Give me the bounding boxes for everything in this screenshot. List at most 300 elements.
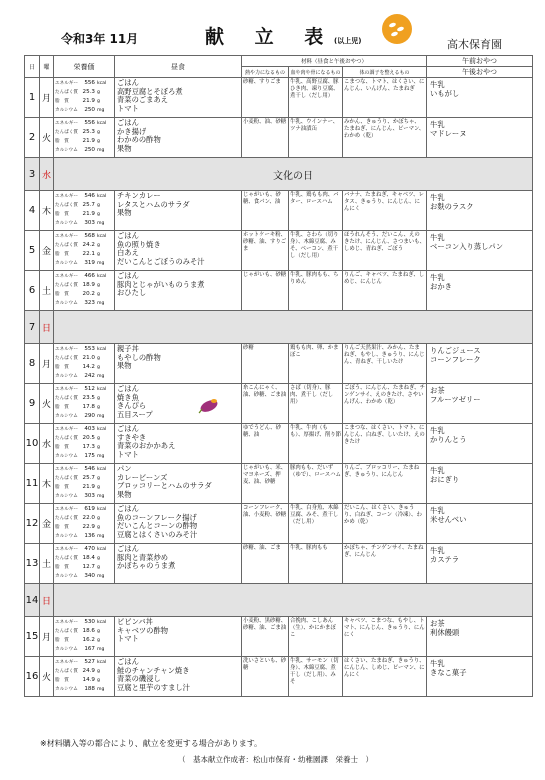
nutrition-line (55, 452, 114, 461)
col-nutrition: 栄養価 (54, 56, 115, 78)
nutrition-label: たんぱく質 (55, 516, 78, 521)
snack-cell (427, 231, 533, 271)
nutrition-unit: g (97, 436, 100, 441)
nutrition-value: 175 (84, 453, 95, 459)
nutrition-line (55, 618, 114, 627)
nutrition-label: カルシウム (55, 221, 78, 226)
snack-pm: カステラ (430, 555, 460, 564)
nutrition-cell (54, 464, 115, 504)
nutrition-label: たんぱく質 (55, 396, 78, 401)
nutrition-cell (54, 424, 115, 464)
menu-row (25, 118, 533, 158)
menu-row (25, 344, 533, 384)
menu-row (25, 78, 533, 118)
ingredients-energy: じゃがいも、砂糖 (242, 271, 289, 311)
lunch-dish: 豚肉とじゃがいものうま煮 (117, 279, 205, 289)
nutrition-label: 脂 質 (55, 212, 69, 217)
nutrition-value: 323 (84, 300, 95, 306)
nutrition-label: カルシウム (55, 148, 78, 153)
nutrition-label: 脂 質 (55, 525, 69, 530)
nutrition-unit: kcal (97, 274, 107, 279)
snack-pm: おにぎり (430, 475, 460, 484)
lunch-dish: 果物 (117, 143, 132, 153)
nutrition-label: カルシウム (55, 494, 78, 499)
nutrition-unit: g (97, 516, 100, 521)
nutrition-line (55, 146, 114, 155)
nutrition-cell (54, 231, 115, 271)
nutrition-label: たんぱく質 (55, 130, 78, 135)
nutrition-unit: g (97, 396, 100, 401)
nutrition-line (55, 372, 114, 381)
nutrition-value: 24.2 (82, 242, 95, 248)
nutrition-line (55, 505, 114, 514)
nutrition-label: カルシウム (55, 414, 78, 419)
nutrition-value: 25.7 (82, 475, 95, 481)
nutrition-unit: mg (97, 374, 105, 379)
page-title: 献 立 表 (205, 26, 336, 48)
nutrition-value: 568 (84, 233, 95, 239)
lunch-dish: ごはん (117, 78, 139, 87)
nutrition-label: エネルギー (55, 547, 78, 552)
day-number: 12 (25, 504, 40, 544)
menu-row (25, 657, 533, 697)
snack-pm: コーンフレーク (430, 355, 481, 364)
nutrition-value: 21.9 (82, 211, 95, 217)
nutrition-unit: g (97, 243, 100, 248)
nutrition-unit: mg (97, 454, 105, 459)
nutrition-unit: g (97, 678, 100, 683)
nutrition-value: 22.9 (82, 524, 95, 530)
col-date: 日 (25, 56, 40, 78)
nutrition-unit: kcal (97, 81, 107, 86)
lunch-dish: ブロッコリーとハムのサラダ (117, 481, 212, 491)
lunch-dish: すきやき (117, 432, 147, 442)
snack-cell (427, 384, 533, 424)
lunch-cell (115, 384, 242, 424)
nutrition-label: カルシウム (55, 261, 78, 266)
lunch-dish: きんぴら (117, 401, 147, 411)
nutrition-value: 14.2 (82, 364, 95, 370)
nutrition-line (55, 272, 114, 281)
nutrition-value: 25.3 (82, 129, 95, 135)
lunch-dish: もやしの酢物 (117, 352, 161, 362)
nutrition-value: 12.7 (82, 564, 95, 570)
snack-pm: フルーツゼリー (430, 395, 481, 404)
nutrition-cell (54, 344, 115, 384)
lunch-dish: 果物 (117, 361, 132, 371)
ingredients-energy: ホットケーキ粉、砂糖、油、すりごま (242, 231, 289, 271)
menu-row (25, 311, 533, 344)
ingredients-regulate: りんご天然果汁、みかん、たまねぎ、もやし、きゅうり、にんじん、青ねぎ、干しいたけ (343, 344, 427, 384)
nutrition-line (55, 545, 114, 554)
nutrition-line (55, 345, 114, 354)
nutrition-label: 脂 質 (55, 565, 69, 570)
lunch-dish: 青菜のごまあえ (117, 95, 169, 105)
nutrition-unit: g (97, 476, 100, 481)
weekday: 火 (40, 118, 54, 158)
leaf-logo-icon (382, 14, 412, 44)
nutrition-label: 脂 質 (55, 638, 69, 643)
ingredients-body: さば（切身）、豚肉、煮干し（だし用） (289, 384, 343, 424)
lunch-cell (115, 544, 242, 584)
nutrition-value: 18.6 (82, 628, 95, 634)
nutrition-label: エネルギー (55, 274, 78, 279)
nutrition-label: エネルギー (55, 427, 78, 432)
nutrition-label: たんぱく質 (55, 436, 78, 441)
nutrition-value: 23.5 (82, 395, 95, 401)
lunch-dish: だいこんとごぼうのみそ汁 (117, 256, 205, 266)
nutrition-unit: kcal (97, 660, 107, 665)
nutrition-cell (54, 384, 115, 424)
lunch-dish: 焼き魚 (117, 392, 139, 402)
ingredients-regulate: キャベツ、こまつな、もやし、トマト、にんじん、きゅうり、にんにく (343, 617, 427, 657)
snack-am: 牛乳 (430, 659, 445, 668)
menu-row (25, 617, 533, 657)
nutrition-value: 303 (84, 493, 95, 499)
nutrition-line (55, 97, 114, 106)
header (0, 0, 545, 58)
snack-am: 牛乳 (430, 193, 445, 202)
day-number: 10 (25, 424, 40, 464)
snack-cell (427, 657, 533, 697)
lunch-dish: 豚肉と青菜炒め (117, 552, 169, 562)
ingredients-body: 牛乳、さわら（切り身）、木綿豆腐、みそ、ベーコン、煮干し（だし用） (289, 231, 343, 271)
snack-cell (427, 424, 533, 464)
lunch-cell (115, 231, 242, 271)
nutrition-value: 290 (84, 413, 95, 419)
nutrition-value: 21.9 (82, 98, 95, 104)
nutrition-line (55, 241, 114, 250)
nutrition-value: 553 (84, 346, 95, 352)
nutrition-line (55, 667, 114, 676)
day-number: 3 (25, 158, 40, 191)
lunch-dish: わかめの酢物 (117, 135, 161, 145)
lunch-dish: 高野豆腐とそぼろ煮 (117, 86, 183, 96)
col-lunch: 昼食 (115, 56, 242, 78)
ingredients-body: 牛乳、鶏もも肉、バター、ロースハム (289, 191, 343, 231)
lunch-cell (115, 78, 242, 118)
nutrition-line (55, 88, 114, 97)
snack-am: 牛乳 (430, 506, 445, 515)
snack-am: 牛乳 (430, 80, 445, 89)
lunch-dish: トマト (117, 103, 139, 113)
nutrition-value: 546 (84, 193, 95, 199)
nutrition-value: 188 (84, 686, 95, 692)
nutrition-line (55, 645, 114, 654)
weekday: 水 (40, 424, 54, 464)
ingredients-body: 牛乳、豚肉もも、ちりめん (289, 271, 343, 311)
nutrition-label: たんぱく質 (55, 476, 78, 481)
nutrition-cell (54, 118, 115, 158)
page-subtitle: (以上児) (334, 37, 362, 45)
nutrition-value: 466 (84, 273, 95, 279)
menu-row (25, 271, 533, 311)
nutrition-value: 319 (84, 260, 95, 266)
ingredients-regulate: だいこん、はくさい、きゅうり、白ねぎ、コーン（冷凍）、わかめ（乾） (343, 504, 427, 544)
nutrition-value: 24.9 (82, 668, 95, 674)
nutrition-value: 619 (84, 506, 95, 512)
lunch-dish: 果物 (117, 489, 132, 499)
nutrition-value: 512 (84, 386, 95, 392)
snack-am: 牛乳 (430, 426, 445, 435)
nutrition-line (55, 483, 114, 492)
menu-row (25, 384, 533, 424)
nutrition-value: 25.7 (82, 202, 95, 208)
nutrition-value: 22.1 (82, 251, 95, 257)
nutrition-unit: mg (97, 494, 105, 499)
nutrition-label: たんぱく質 (55, 243, 78, 248)
nutrition-label: たんぱく質 (55, 356, 78, 361)
nutrition-line (55, 465, 114, 474)
nutrition-value: 20.5 (82, 435, 95, 441)
day-number: 2 (25, 118, 40, 158)
ingredients-energy: 砂糖 (242, 344, 289, 384)
nutrition-line (55, 492, 114, 501)
nutrition-label: エネルギー (55, 347, 78, 352)
nutrition-unit: kcal (97, 347, 107, 352)
menu-row (25, 231, 533, 271)
snack-pm: 利休饅頭 (430, 628, 460, 637)
nutrition-value: 403 (84, 426, 95, 432)
col-ingredients: 材料（昼食と午後おやつ） (242, 56, 427, 67)
snack-pm: マドレーヌ (430, 129, 467, 138)
weekday: 月 (40, 344, 54, 384)
nutrition-unit: g (97, 629, 100, 634)
nutrition-line (55, 299, 114, 308)
nutrition-label: エネルギー (55, 81, 78, 86)
weekday: 日 (40, 584, 54, 617)
ingredients-body: 牛乳、白身魚、木綿豆腐、みそ、煮干し（だし用） (289, 504, 343, 544)
nutrition-label: 脂 質 (55, 139, 69, 144)
nutrition-unit: g (97, 356, 100, 361)
nutrition-unit: mg (97, 148, 105, 153)
nutrition-value: 527 (84, 659, 95, 665)
nutrition-label: カルシウム (55, 108, 78, 113)
nutrition-value: 18.4 (82, 555, 95, 561)
ingredients-energy: じゃがいも、砂糖、食パン、油 (242, 191, 289, 231)
nutrition-label: 脂 質 (55, 485, 69, 490)
lunch-dish: おひたし (117, 288, 147, 298)
nutrition-cell (54, 78, 115, 118)
day-number: 6 (25, 271, 40, 311)
year-month: 令和3年 11月 (61, 32, 139, 46)
ingredients-energy: ゆでうどん、砂糖、油 (242, 424, 289, 464)
lunch-cell (115, 191, 242, 231)
nutrition-unit: kcal (97, 387, 107, 392)
nutrition-line (55, 443, 114, 452)
menu-row (25, 544, 533, 584)
nutrition-line (55, 281, 114, 290)
weekday: 土 (40, 271, 54, 311)
nutrition-label: 脂 質 (55, 445, 69, 450)
nutrition-value: 18.9 (82, 282, 95, 288)
nutrition-label: エネルギー (55, 467, 78, 472)
lunch-dish: ビビンバ丼 (117, 617, 153, 626)
nutrition-unit: kcal (97, 234, 107, 239)
snack-cell (427, 464, 533, 504)
lunch-dish: ごはん (117, 424, 139, 433)
lunch-dish: 親子丼 (117, 344, 139, 353)
holiday-name: 文化の日 (54, 158, 533, 191)
snack-am: お茶 (430, 619, 445, 628)
nutrition-label: エネルギー (55, 507, 78, 512)
nutrition-label: エネルギー (55, 660, 78, 665)
nutrition-label: たんぱく質 (55, 629, 78, 634)
menu-row (25, 464, 533, 504)
ingredients-regulate: りんご、キャベツ、たまねぎ、しめじ、にんじん (343, 271, 427, 311)
nutrition-label: 脂 質 (55, 405, 69, 410)
lunch-dish: かぼちゃのうま煮 (117, 561, 176, 571)
nutrition-value: 303 (84, 220, 95, 226)
nutrition-line (55, 79, 114, 88)
nutrition-value: 136 (84, 533, 95, 539)
lunch-dish: 五目スープ (117, 409, 153, 419)
day-number: 4 (25, 191, 40, 231)
lunch-dish: 白あえ (117, 248, 139, 258)
lunch-dish: ごはん (117, 384, 139, 393)
nutrition-line (55, 532, 114, 541)
ingredients-regulate: こまつな、トマト、はくさい、にんじん、いんげん、たまねぎ (343, 78, 427, 118)
nutrition-unit: g (97, 139, 100, 144)
nutrition-unit: g (97, 445, 100, 450)
snack-cell (427, 118, 533, 158)
nutrition-label: カルシウム (55, 301, 78, 306)
col-snack-am: 午前おやつ (427, 56, 533, 67)
nutrition-label: カルシウム (55, 534, 78, 539)
ingredients-regulate: はくさい、たまねぎ、きゅうり、にんじん、しめじ、ピーマン、にんにく (343, 657, 427, 697)
ingredients-energy: 砂糖、油、ごま (242, 544, 289, 584)
nutrition-value: 340 (84, 573, 95, 579)
snack-am: 牛乳 (430, 546, 445, 555)
ingredients-body: 牛乳、高野豆腐、豚ひき肉、凍り豆腐、煮干し（だし用） (289, 78, 343, 118)
nutrition-unit: mg (97, 221, 105, 226)
snack-cell (427, 544, 533, 584)
lunch-cell (115, 617, 242, 657)
nutrition-line (55, 210, 114, 219)
nutrition-line (55, 201, 114, 210)
nutrition-value: 22.0 (82, 515, 95, 521)
snack-cell (427, 191, 533, 231)
nutrition-value: 530 (84, 619, 95, 625)
ingredients-regulate: バナナ、たまねぎ、キャベツ、レタス、きゅうり、にんじん、にんにく (343, 191, 427, 231)
lunch-dish: ごはん (117, 657, 139, 666)
nutrition-line (55, 412, 114, 421)
day-number: 14 (25, 584, 40, 617)
nutrition-line (55, 474, 114, 483)
day-number: 5 (25, 231, 40, 271)
lunch-dish: パン (117, 464, 132, 473)
nutrition-cell (54, 271, 115, 311)
nutrition-unit: kcal (97, 547, 107, 552)
nutrition-line (55, 676, 114, 685)
lunch-dish: チキンカレー (117, 191, 161, 200)
nutrition-label: カルシウム (55, 687, 78, 692)
menu-row (25, 191, 533, 231)
lunch-cell (115, 464, 242, 504)
ingredients-regulate: ごぼう、にんじん、たまねぎ、チンゲンサイ、えのきたけ、さやいんげん、わかめ（乾） (343, 384, 427, 424)
nutrition-unit: mg (97, 301, 105, 306)
nutrition-unit: kcal (97, 427, 107, 432)
nutrition-label: 脂 質 (55, 365, 69, 370)
day-number: 13 (25, 544, 40, 584)
nutrition-cell (54, 617, 115, 657)
ingredients-regulate: ほうれんそう、だいこん、えのきたけ、にんじん、さつまいも、しめじ、青ねぎ、ごぼう (343, 231, 427, 271)
nutrition-label: エネルギー (55, 121, 78, 126)
lunch-dish: 魚のコーンフレーク揚げ (117, 512, 197, 522)
nutrition-unit: g (97, 292, 100, 297)
nutrition-value: 167 (84, 646, 95, 652)
day-number: 15 (25, 617, 40, 657)
snack-cell (427, 78, 533, 118)
holiday-name (54, 311, 533, 344)
menu-row (25, 584, 533, 617)
nutrition-line (55, 658, 114, 667)
lunch-cell (115, 344, 242, 384)
nutrition-line (55, 259, 114, 268)
snack-pm: おかき (430, 282, 452, 291)
snack-pm: 米せんべい (430, 515, 467, 524)
nutrition-label: エネルギー (55, 234, 78, 239)
ingredients-body: 合挽肉、こしあん（生）、かにかまぼこ (289, 617, 343, 657)
nutrition-line (55, 554, 114, 563)
snack-am: 牛乳 (430, 120, 445, 129)
nutrition-unit: g (97, 130, 100, 135)
nutrition-value: 546 (84, 466, 95, 472)
nutrition-label: エネルギー (55, 387, 78, 392)
ingredients-regulate: りんご、ブロッコリー、たまねぎ、きゅうり、にんじん (343, 464, 427, 504)
lunch-dish: ごはん (117, 231, 139, 240)
nutrition-unit: mg (97, 647, 105, 652)
lunch-dish: レタスとハムのサラダ (117, 199, 190, 209)
sweet-potato-icon (198, 396, 220, 414)
snack-cell (427, 504, 533, 544)
nutrition-unit: mg (97, 534, 105, 539)
lunch-dish: カレービーンズ (117, 472, 168, 482)
ingredients-body: 牛乳、サーモン（切身）、木綿豆腐、煮干し（だし用）、みそ (289, 657, 343, 697)
nutrition-line (55, 636, 114, 645)
nutrition-label: たんぱく質 (55, 669, 78, 674)
nutrition-unit: g (97, 365, 100, 370)
lunch-dish: ごはん (117, 544, 139, 553)
nutrition-value: 556 (84, 120, 95, 126)
ingredients-regulate: こまつな、はくさい、トマト、にんじん、白ねぎ、しいたけ、えのきたけ (343, 424, 427, 464)
snack-pm: かりんとう (430, 435, 467, 444)
ingredients-energy: 小麦粉、黒砂糖、砂糖、油、ごま油 (242, 617, 289, 657)
menu-table (24, 55, 533, 697)
nutrition-unit: g (97, 203, 100, 208)
ingredients-energy: コーンフレーク、油、小麦粉、砂糖 (242, 504, 289, 544)
lunch-dish: 青菜の磯浸し (117, 674, 161, 684)
snack-pm: いもがし (430, 89, 460, 98)
nutrition-line (55, 290, 114, 299)
snack-pm: お麩のラスク (430, 202, 474, 211)
nutrition-unit: g (97, 212, 100, 217)
snack-cell (427, 617, 533, 657)
nutrition-value: 17.3 (82, 444, 95, 450)
nutrition-cell (54, 657, 115, 697)
nutrition-unit: g (97, 669, 100, 674)
holiday-name (54, 584, 533, 617)
nutrition-line (55, 354, 114, 363)
nutrition-label: たんぱく質 (55, 556, 78, 561)
nutrition-value: 21.0 (82, 355, 95, 361)
nutrition-unit: g (97, 565, 100, 570)
lunch-dish: ごはん (117, 118, 139, 127)
nutrition-line (55, 425, 114, 434)
day-number: 9 (25, 384, 40, 424)
nutrition-label: 脂 質 (55, 252, 69, 257)
lunch-cell (115, 657, 242, 697)
